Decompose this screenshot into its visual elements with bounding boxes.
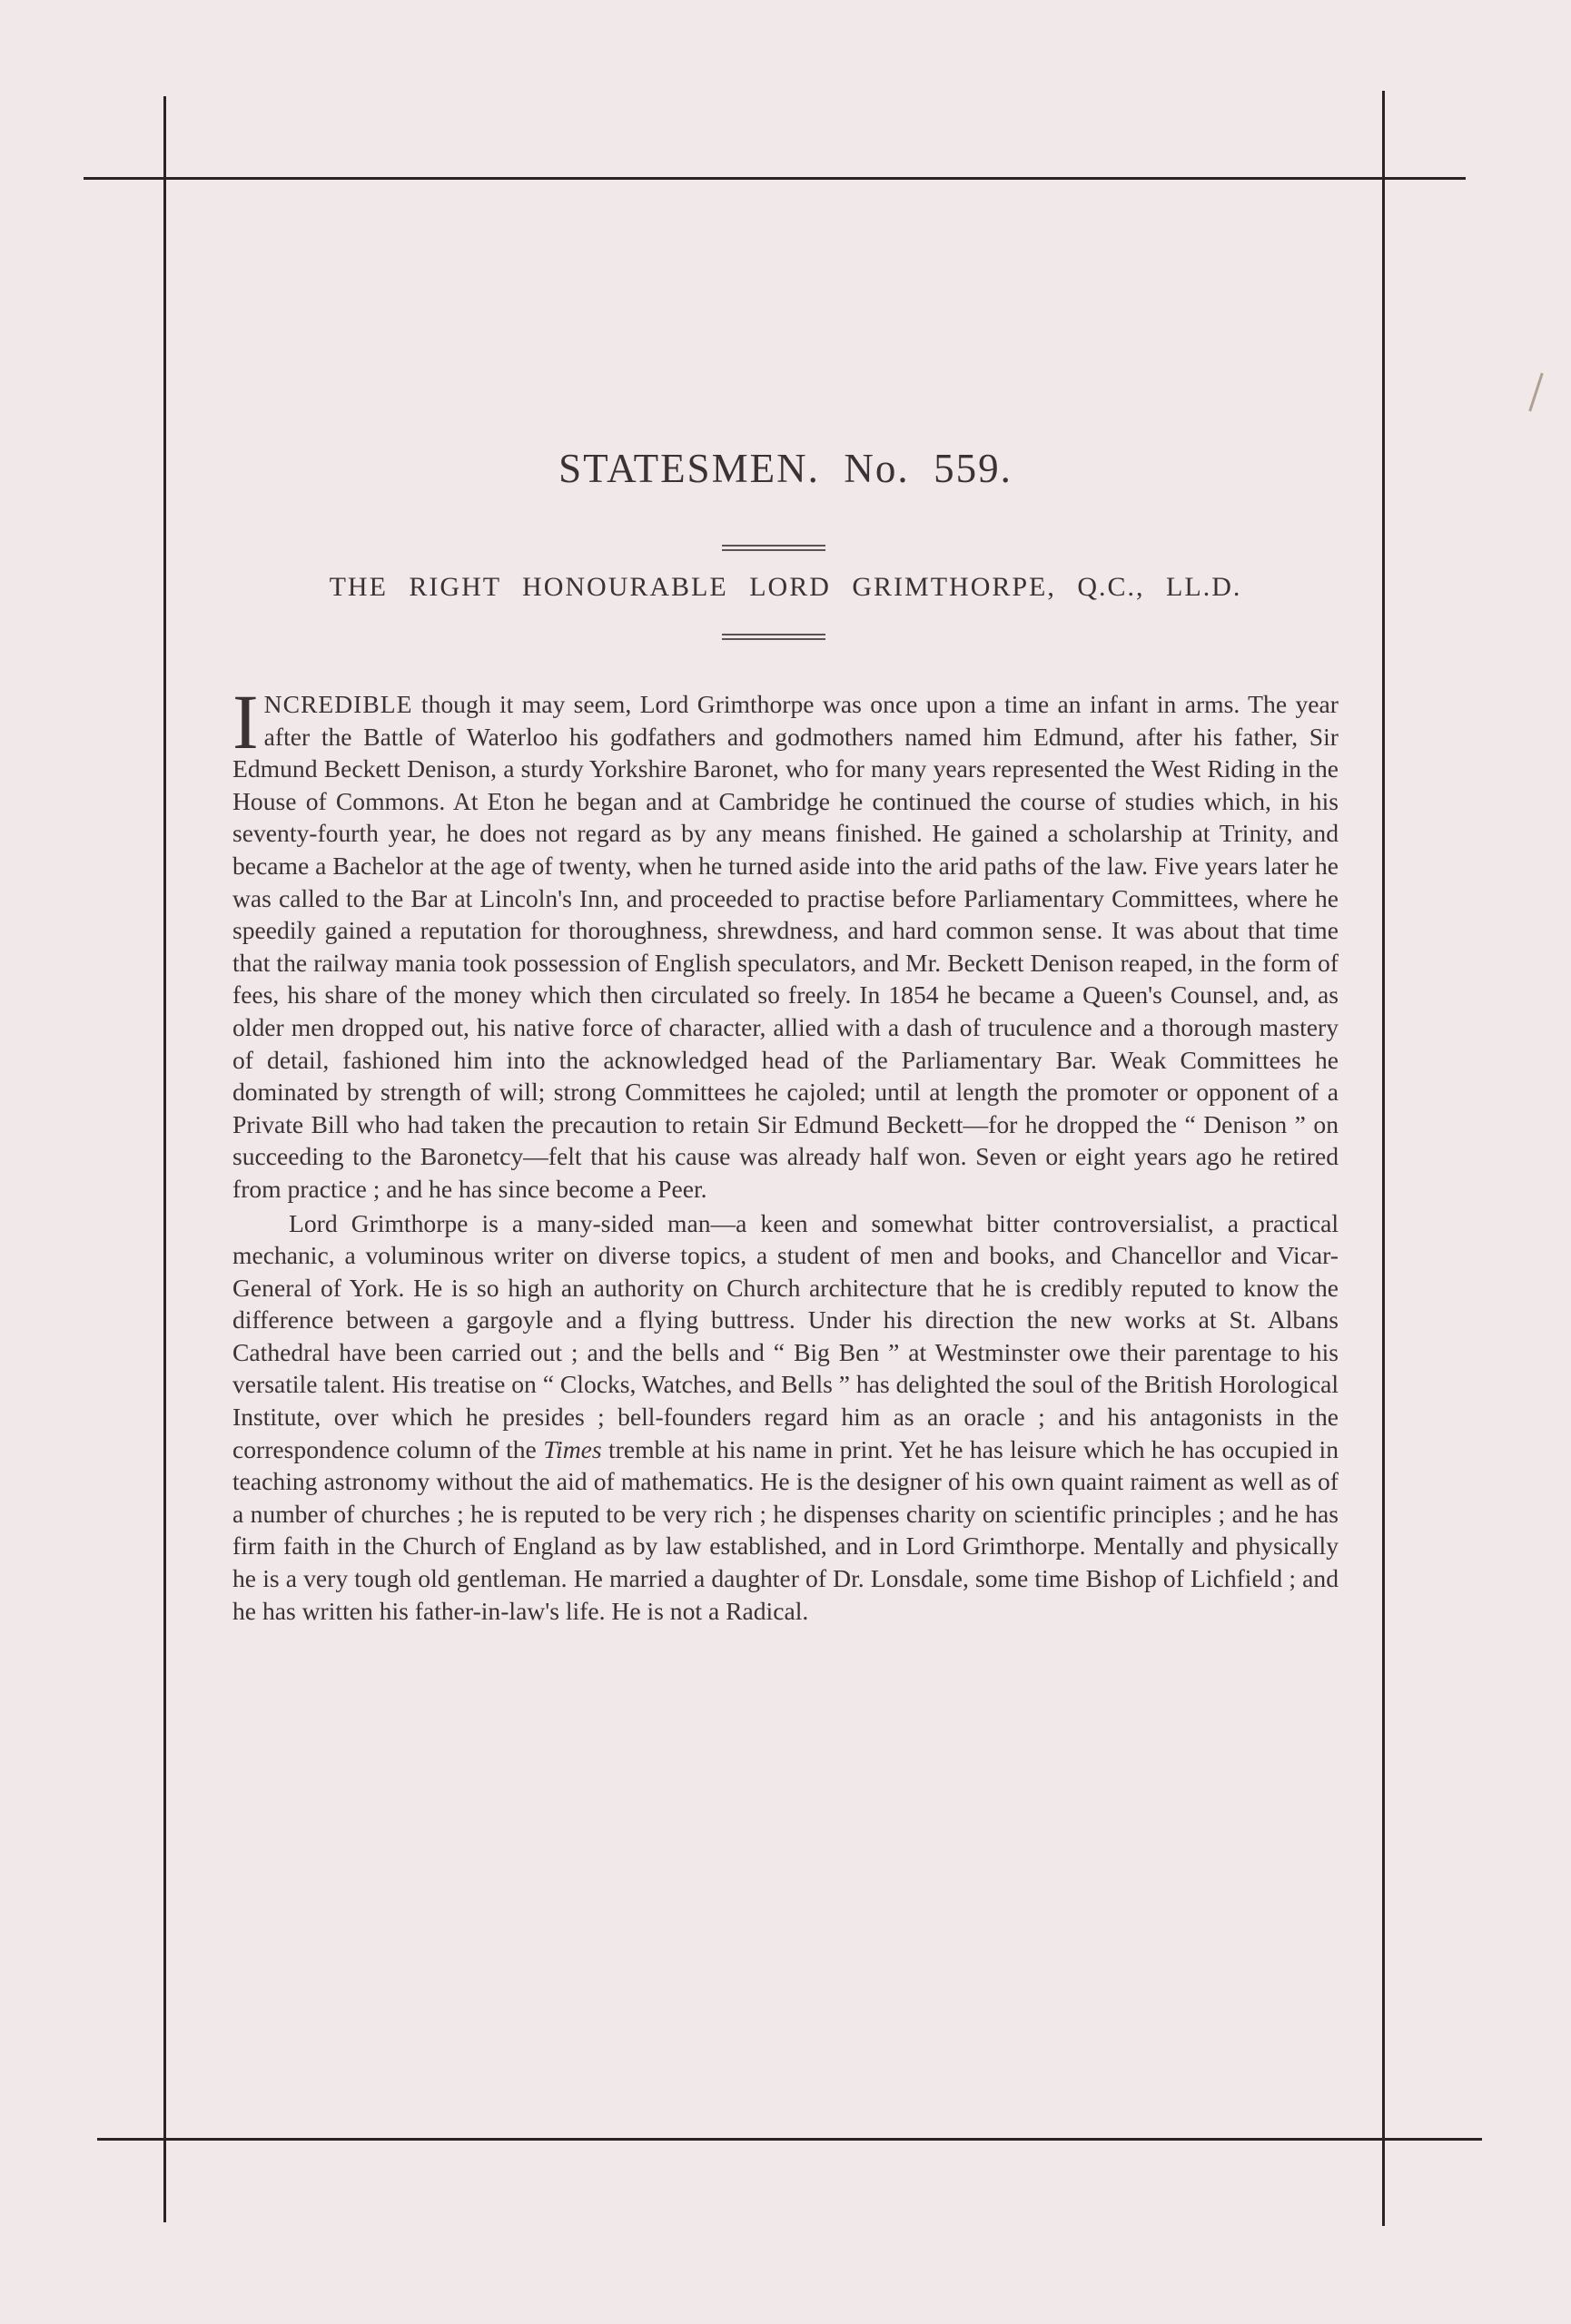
title-double-rule: [722, 545, 825, 551]
paragraph-2: [232, 1207, 1339, 1628]
title-no: No.: [844, 446, 910, 491]
frame-top-rule: [84, 177, 1466, 180]
frame-right-rule: [1382, 91, 1385, 2226]
times-italic: Times: [543, 1434, 602, 1463]
paper-mark: [1528, 373, 1543, 412]
paragraph-1: [232, 678, 1339, 1206]
title-number: 559.: [934, 446, 1013, 491]
article-body: [232, 678, 1339, 1627]
frame-bottom-rule: [97, 2138, 1482, 2141]
paragraph-2-text-b: tremble at his name in print. Yet he has leisure which he has occupied in teaching astronomy without the aid of mathematics. He is the designer of his own quaint raiment as well as of a number of churches ; he is reputed to be very rich ; he dispenses charity on scientific principles ; and he has firm faith in the Church of England as by law established, and in Lord Grimthorpe. Mentally and physically he is a very tough old gentleman. He married a daughter of Dr. Lonsdale, some time Bishop of Lichfield ; and he has written his father-in-law's life. He is not a Radical.: [232, 1434, 1339, 1625]
title-main: STATESMEN.: [558, 446, 820, 491]
paragraph-2-text-a: Lord Grimthorpe is a many-sided man—a keen and somewhat bitter controversialist, a practical mechanic, a voluminous writer on diverse topics, a student of men and books, and Chancellor and Vicar-General of York. He is so high an authority on Church architecture that he is credibly reputed to know the difference between a gargoyle and a flying buttress. Under his direction the new works at St. Albans Cathedral have been carried out ; and the bells and “ Big Ben ” at Westminster owe their parentage to his versatile talent. His treatise on “ Clocks, Watches, and Bells ” has delighted the soul of the British Horological Institute, over which he presides ; bell-founders regard him as an oracle ; and his antagonists in the correspondence column of the: [232, 1208, 1339, 1463]
drop-cap: I: [232, 678, 259, 765]
frame-left-rule: [163, 96, 166, 2222]
subtitle: THE RIGHT HONOURABLE LORD GRIMTHORPE, Q.C., LL.D.: [329, 572, 1242, 602]
paragraph-1-opening: NCREDIBLE: [263, 690, 413, 718]
subtitle-double-rule: [722, 634, 825, 640]
paragraph-1-text: though it may seem, Lord Grimthorpe was once upon a time an infant in arms. The year after the Battle of Waterloo his godfathers and godmothers named him Edmund, after his father, Sir Edmund Beckett Denison, a sturdy Yorkshire Baronet, who for many years represented the West Riding in the House of Commons. At Eton he began and at Cambridge he continued the course of studies which, in his seventy-fourth year, he does not regard as by any means finished. He gained a scholarship at Trinity, and became a Bachelor at the age of twenty, when he turned aside into the arid paths of the law. Five years later he was called to the Bar at Lincoln's Inn, and proceeded to practise before Parliamentary Committees, where he speedily gained a reputation for thoroughness, shrewdness, and hard common sense. It was about that time that the railway mania took possession of English speculators, and Mr. Beckett Denison reaped, in the form of fees, his share of the money which then circulated so freely. In 1854 he became a Queen's Counsel, and, as older men dropped out, his native force of character, allied with a dash of truculence and a thorough mastery of detail, fashioned him into the acknowledged head of the Parliamentary Bar. Weak Committees he dominated by strength of will; strong Committees he cajoled; until at length the promoter or opponent of a Private Bill who had taken the precaution to retain Sir Edmund Beckett—for he dropped the “ Denison ” on succeeding to the Baronetcy—felt that his cause was already half won. Seven or eight years ago he retired from practice ; and he has since become a Peer.: [232, 690, 1339, 1203]
page-title: [0, 445, 1571, 492]
